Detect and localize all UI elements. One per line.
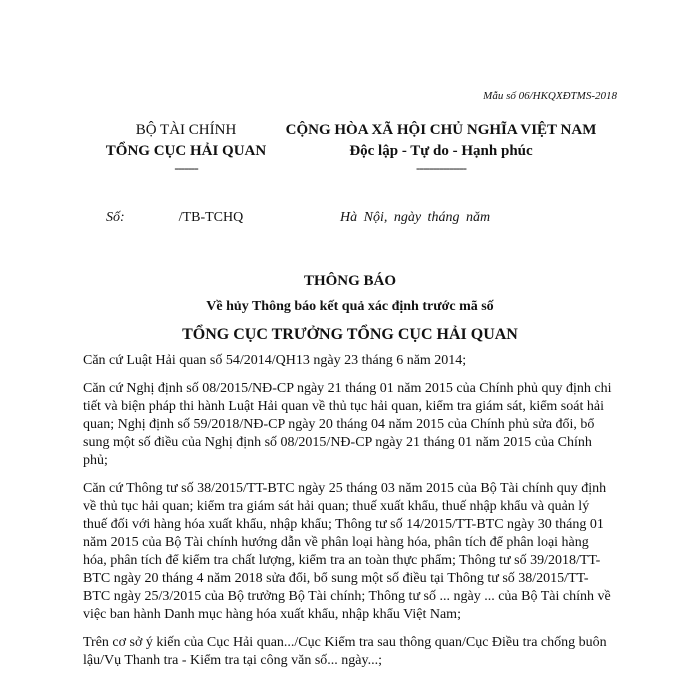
issuing-agency-header: [96, 120, 276, 174]
national-motto: Độc lập - Tự do - Hạnh phúc: [349, 143, 533, 159]
legal-basis-paragraph: Căn cứ Luật Hải quan số 54/2014/QH13 ngày 23 tháng 6 năm 2014;: [83, 353, 467, 368]
document-title: THÔNG BÁO: [303, 273, 397, 289]
ministry-name: BỘ TÀI CHÍNH: [135, 122, 237, 138]
document-body: [83, 352, 613, 680]
document-number: [106, 210, 243, 226]
legal-basis-paragraph: Trên cơ sở ý kiến của Cục Hải quan.../Cục Kiểm tra sau thông quan/Cục Điều tra chống buôn lậu/Vụ Thanh tra - Kiểm tra tại công văn số... ngày...;: [83, 635, 607, 668]
place-and-date: Hà Nội, ngày tháng năm: [340, 210, 491, 225]
legal-basis-paragraph: Căn cứ Thông tư số 38/2015/TT-BTC ngày 25 tháng 03 năm 2015 của Bộ Tài chính quy định về thủ tục hải quan; kiểm tra giám sát hải quan; thuế xuất khẩu, thuế nhập khẩu và quản lý thuế đối với hàng hóa xuất khẩu, nhập khẩu; Thông tư số 14/2015/TT-BTC ngày 30 tháng 01 năm 2015 của Bộ Tài chính hướng dẫn về phân loại hàng hóa, phân tích để phân loại hàng hóa, phân tích để kiểm tra chất lượng, kiểm tra an toàn thực phẩm; Thông tư số 39/2018/TT-BTC ngày 20 tháng 4 năm 2018 sửa đổi, bổ sung một số điều tại Thông tư số 38/2015/TT-BTC ngày 25/3/2015 của Bộ trưởng Bộ Tài chính; Thông tư số ... ngày ... của Bộ Tài chính về việc ban hành Danh mục hàng hóa xuất khẩu, nhập khẩu Việt Nam;: [83, 481, 611, 622]
national-header: [282, 120, 600, 174]
legal-basis-paragraph: Căn cứ Nghị định số 08/2015/NĐ-CP ngày 21 tháng 01 năm 2015 của Chính phủ quy định chi tiết và biện pháp thi hành Luật Hải quan về thủ tục hải quan, kiểm tra giám sát, kiểm soát hải quan; Nghị định số 59/2018/NĐ-CP ngày 20 tháng 04 năm 2015 của Chính phủ sửa đổi, bổ sung một số điều của Nghị định số 08/2015/NĐ-CP ngày 21 tháng 01 năm 2015 của Chính phủ;: [83, 381, 612, 468]
document-subtitle: Về hủy Thông báo kết quả xác định trước mã số: [206, 299, 494, 314]
left-header-separator: -------: [174, 160, 198, 175]
right-header-separator: ---------------: [416, 160, 466, 175]
document-number-value: /TB-TCHQ: [178, 210, 244, 225]
document-number-label: Số:: [106, 210, 125, 225]
department-name: TỔNG CỤC HẢI QUAN: [105, 143, 267, 159]
country-name: CỘNG HÒA XÃ HỘI CHỦ NGHĨA VIỆT NAM: [285, 122, 597, 138]
issuing-authority: TỔNG CỤC TRƯỞNG TỔNG CỤC HẢI QUAN: [182, 326, 518, 343]
form-code: Mẫu số 06/HKQXĐTMS-2018: [483, 90, 617, 102]
